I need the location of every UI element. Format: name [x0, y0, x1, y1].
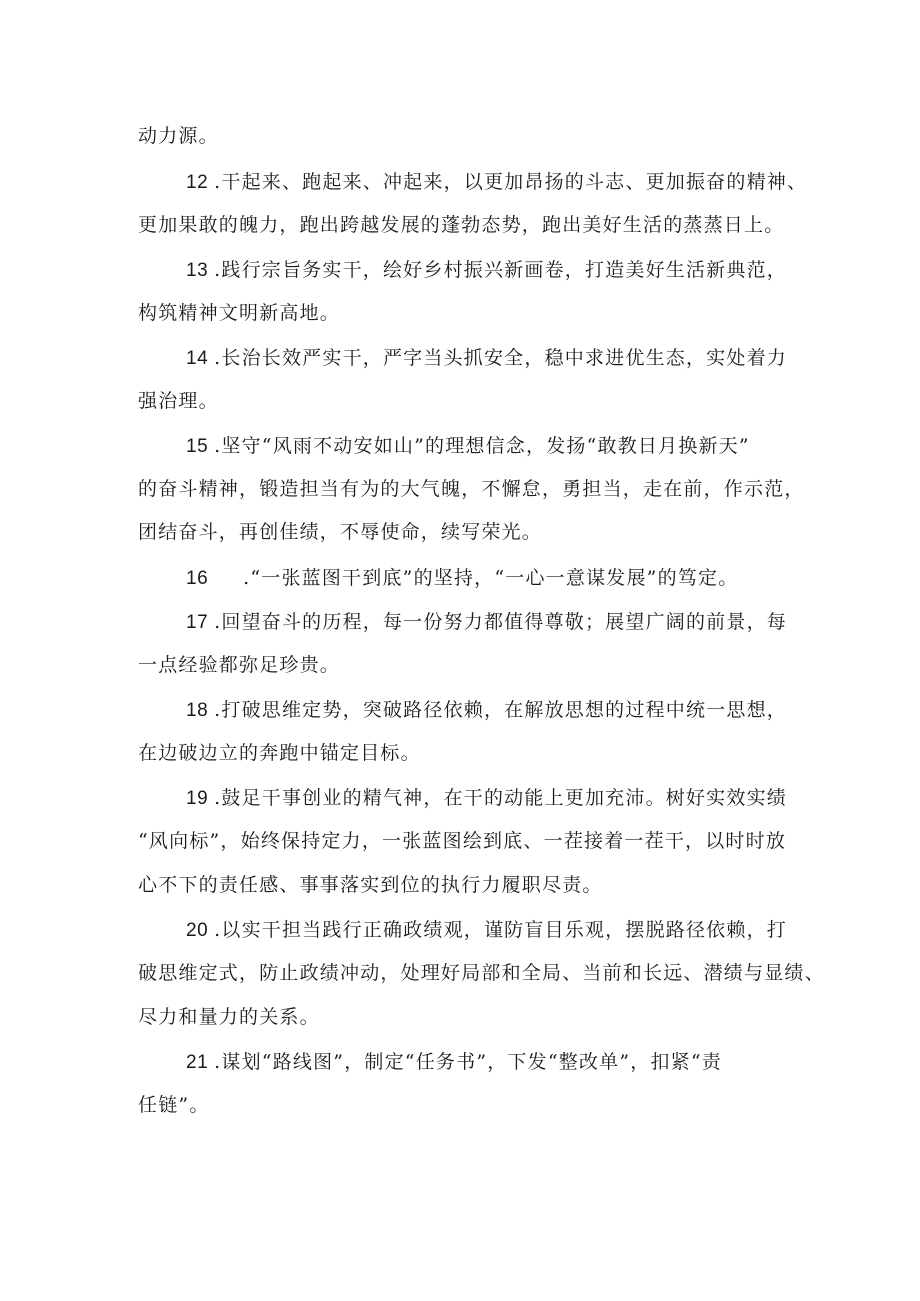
list-item-15 — [186, 434, 848, 459]
text-line — [138, 829, 800, 853]
text-line-content: .“一张蓝图干到底”的坚持，“一心一意谋发展”的笃定。 — [214, 567, 739, 589]
item-number: 21 — [186, 1052, 209, 1073]
text-line-content: 团结奋斗，再创佳绩，不辱使命，续写荣光。 — [138, 521, 543, 543]
text-line-content: .干起来、跑起来、冲起来，以更加昂扬的斗志、更加振奋的精神、 — [214, 171, 808, 193]
text-line-content: 一点经验都弥足珍贵。 — [138, 654, 341, 676]
list-item-18 — [186, 698, 848, 723]
text-line-content: 心不下的责任感、事事落实到位的执行力履职尽责。 — [138, 874, 603, 896]
text-line-content: 破思维定式，防止政绩冲动，处理好局部和全局、当前和长远、潜绩与显绩、 — [138, 962, 825, 984]
text-line-content: 构筑精神文明新高地。 — [138, 302, 341, 324]
text-line — [138, 873, 800, 897]
text-line-content: 尽力和量力的关系。 — [138, 1006, 320, 1028]
list-item-12 — [186, 170, 848, 195]
text-line — [138, 1005, 800, 1029]
list-item-13 — [186, 258, 848, 283]
text-line-content: .鼓足干事创业的精气神，在干的动能上更加充沛。树好实效实绩 — [214, 787, 787, 809]
text-line — [138, 741, 800, 765]
list-item-17 — [186, 610, 848, 635]
text-line — [138, 301, 800, 325]
item-number: 20 — [186, 920, 209, 941]
text-line — [138, 389, 800, 413]
list-item-19 — [186, 786, 848, 811]
item-number: 18 — [186, 700, 209, 721]
item-number: 14 — [186, 348, 209, 369]
text-line-content: .谋划“路线图”，制定“任务书”，下发“整改单”，扣紧“责 — [214, 1051, 722, 1073]
item-number: 16 — [186, 568, 209, 589]
text-line-content: 动力源。 — [138, 125, 219, 147]
text-line-content: .坚守“风雨不动安如山”的理想信念，发扬“敢教日月换新天” — [214, 435, 750, 457]
text-line — [138, 124, 800, 148]
text-line-content: 强治理。 — [138, 390, 219, 412]
item-number: 19 — [186, 788, 209, 809]
list-item-21 — [186, 1050, 848, 1075]
item-number: 15 — [186, 436, 209, 457]
text-line — [138, 213, 800, 237]
list-item-14 — [186, 346, 848, 371]
text-line-content: 在边破边立的奔跑中锚定目标。 — [138, 742, 421, 764]
text-line — [138, 477, 805, 501]
item-number: 13 — [186, 260, 209, 281]
text-line-content: .长治长效严实干，严字当头抓安全，稳中求进优生态，实处着力 — [214, 347, 787, 369]
text-line-content: 的奋斗精神，锻造担当有为的大气魄，不懈怠，勇担当，走在前，作示范， — [138, 478, 805, 500]
list-item-16 — [186, 566, 848, 591]
item-number: 17 — [186, 612, 209, 633]
text-line-content: 任链”。 — [138, 1094, 210, 1116]
text-line-content: 更加果敢的魄力，跑出跨越发展的蓬勃态势，跑出美好生活的蒸蒸日上。 — [138, 214, 785, 236]
text-line — [138, 520, 800, 544]
text-line — [138, 1093, 800, 1117]
text-line-content: .打破思维定势，突破路径依赖，在解放思想的过程中统一思想， — [214, 699, 787, 721]
text-line-content: .践行宗旨务实干，绘好乡村振兴新画卷，打造美好生活新典范， — [214, 259, 787, 281]
text-line-content: “风向标”，始终保持定力，一张蓝图绘到底、一茬接着一茬干，以时时放 — [138, 830, 787, 852]
text-line — [138, 961, 825, 985]
list-item-20 — [186, 918, 848, 943]
text-line-content: .回望奋斗的历程，每一份努力都值得尊敬；展望广阔的前景，每 — [214, 611, 787, 633]
item-number: 12 — [186, 172, 209, 193]
text-line — [138, 653, 800, 677]
text-line-content: .以实干担当践行正确政绩观，谨防盲目乐观，摆脱路径依赖，打 — [214, 919, 787, 941]
